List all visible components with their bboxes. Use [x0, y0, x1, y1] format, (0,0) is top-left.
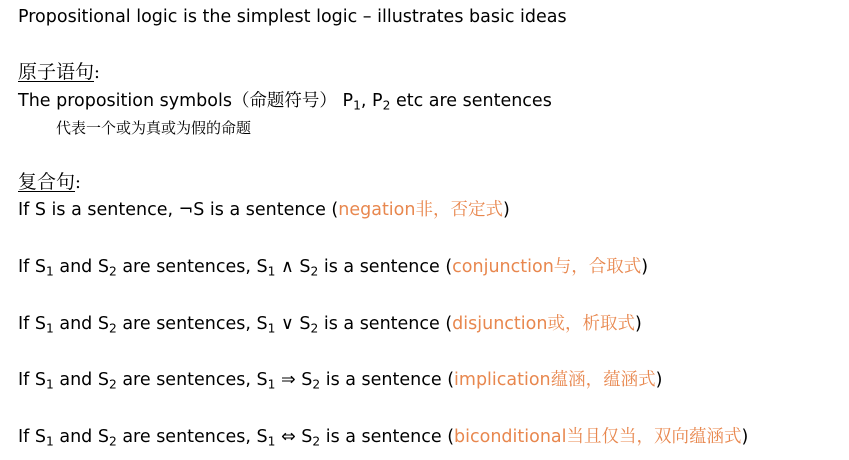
- compound-heading: [18, 170, 81, 195]
- implication-operator: ⇒: [281, 370, 296, 390]
- biconditional-operator: ⇔: [281, 427, 296, 447]
- atomic-note: 代表一个或为真或为假的命题: [56, 119, 252, 137]
- atomic-definition: The proposition symbols（命题符号） $P_1$, $P_2$ etc are sentences: [18, 91, 552, 113]
- intro-text: Propositional logic is the simplest logic – illustrates basic ideas: [18, 7, 567, 27]
- symbol-p1: $P_1$: [342, 91, 361, 113]
- compound-heading-label: 复合句: [18, 171, 76, 193]
- disjunction-operator: ∨: [281, 314, 294, 334]
- compound-heading-colon: :: [75, 173, 81, 193]
- atomic-def-pre: The proposition symbols: [18, 91, 232, 111]
- rule-biconditional: If $S_1$ and $S_2$ are sentences, $S_1$ ⇔ $S_2$ is a sentence (biconditional当且仅当，双向蕴涵式): [18, 427, 749, 449]
- symbol-p2: $P_2$: [372, 91, 391, 113]
- atomic-heading: [18, 60, 100, 85]
- term-disjunction: disjunction: [452, 314, 548, 334]
- term-biconditional: biconditional: [454, 427, 567, 447]
- negation-operator: ¬: [178, 200, 194, 220]
- rule-negation: If S is a sentence, ¬S is a sentence (negation非，否定式): [18, 200, 510, 220]
- term-conjunction: conjunction: [452, 257, 554, 277]
- conjunction-operator: ∧: [281, 257, 294, 277]
- rule-disjunction: If $S_1$ and $S_2$ are sentences, $S_1$ ∨ $S_2$ is a sentence (disjunction或，析取式): [18, 314, 642, 336]
- term-negation: negation: [338, 200, 416, 220]
- atomic-def-post: etc are sentences: [390, 91, 552, 111]
- rule-implication: If $S_1$ and $S_2$ are sentences, $S_1$ ⇒ $S_2$ is a sentence (implication蕴涵，蕴涵式): [18, 370, 663, 392]
- term-implication: implication: [454, 370, 551, 390]
- atomic-heading-label: 原子语句: [18, 61, 95, 83]
- atomic-heading-colon: :: [94, 63, 100, 83]
- atomic-def-cn: （命题符号）: [231, 91, 337, 111]
- rule-conjunction: If $S_1$ and $S_2$ are sentences, $S_1$ ∧ $S_2$ is a sentence (conjunction与，合取式): [18, 257, 649, 279]
